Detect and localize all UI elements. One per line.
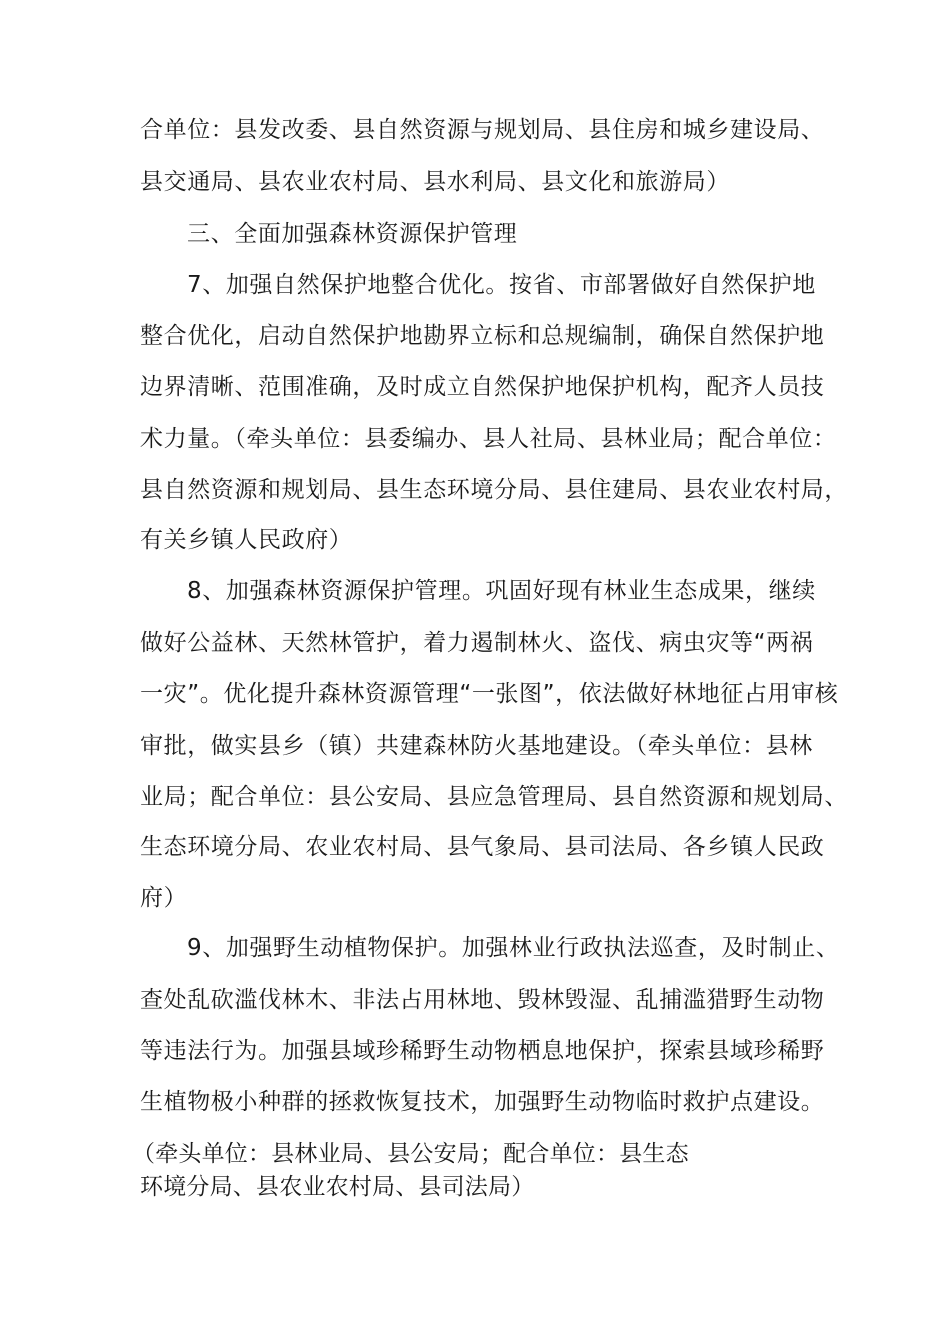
text-line: 一灾”。优化提升森林资源管理“一张图”，依法做好林地征占用审核 (140, 681, 839, 707)
text-line: 合单位：县发改委、县自然资源与规划局、县住房和城乡建设局、 (140, 117, 825, 143)
text-line: 府） (140, 885, 188, 911)
text-line: 查处乱砍滥伐林木、非法占用林地、毁林毁湿、乱捕滥猎野生动物 (140, 987, 825, 1013)
text-line: 整合优化，启动自然保护地勘界立标和总规编制，确保自然保护地 (140, 323, 825, 349)
text-line: 等违法行为。加强县域珍稀野生动物栖息地保护，探索县域珍稀野 (140, 1038, 825, 1064)
text-line: 术力量。（牵头单位：县委编办、县人社局、县林业局；配合单位： (140, 426, 837, 452)
text-line: （牵头单位：县林业局、县公安局；配合单位：县生态 (132, 1141, 689, 1167)
text-line: 边界清晰、范围准确，及时成立自然保护地保护机构，配齐人员技 (140, 374, 825, 400)
item-9-heading-line: 9、加强野生动植物保护。加强林业行政执法巡查，及时制止、 (187, 935, 840, 961)
text-line: 审批，做实县乡（镇）共建森林防火基地建设。（牵头单位：县林 (140, 733, 813, 759)
item-8-heading-line: 8、加强森林资源保护管理。巩固好现有林业生态成果，继续 (187, 578, 816, 604)
text-line: 生态环境分局、农业农村局、县气象局、县司法局、各乡镇人民政 (140, 834, 825, 860)
text-line: 做好公益林、天然林管护，着力遏制林火、盗伐、病虫灾等“两祸 (140, 630, 814, 656)
text-line: 有关乡镇人民政府） (140, 527, 353, 553)
text-line: 县交通局、县农业农村局、县水利局、县文化和旅游局） (140, 169, 730, 195)
text-line: 环境分局、县农业农村局、县司法局） (140, 1174, 535, 1200)
text-line: 县自然资源和规划局、县生态环境分局、县住建局、县农业农村局， (140, 477, 848, 503)
section-heading: 三、全面加强森林资源保护管理 (187, 221, 518, 247)
text-line: 业局；配合单位：县公安局、县应急管理局、县自然资源和规划局、 (140, 784, 848, 810)
text-line: 生植物极小种群的拯救恢复技术，加强野生动物临时救护点建设。 (140, 1089, 825, 1115)
item-7-heading-line: 7、加强自然保护地整合优化。按省、市部署做好自然保护地 (187, 272, 816, 298)
